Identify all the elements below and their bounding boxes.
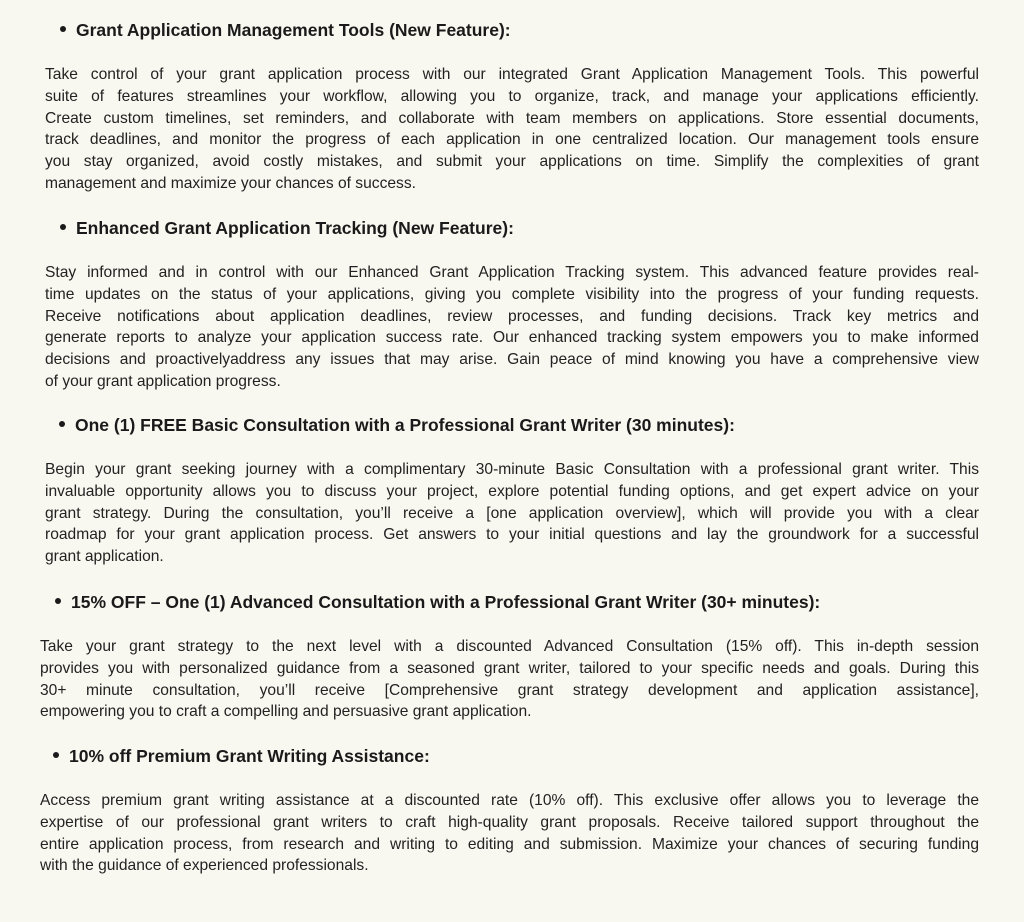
section-paragraph — [45, 64, 979, 195]
bullet-icon — [55, 598, 61, 604]
paragraph-line: suite of features streamlines your workflow, allowing you to organize, track, and manage your applications efficiently. — [45, 87, 979, 105]
paragraph-line: generate reports to analyze your application success rate. Our enhanced tracking system empowers you to make informed — [45, 329, 979, 347]
section-heading-text: Enhanced Grant Application Tracking (New Feature): — [76, 218, 514, 238]
paragraph-line: Create custom timelines, set reminders, and collaborate with team members on applications. Store essential documents, — [45, 109, 979, 127]
paragraph-line: empowering you to craft a compelling and persuasive grant application. — [40, 703, 532, 721]
paragraph-line: Receive notifications about application deadlines, review processes, and funding decisions. Track key metrics and — [45, 307, 979, 325]
bullet-icon — [53, 752, 59, 758]
paragraph-line: management and maximize your chances of success. — [45, 174, 416, 192]
paragraph-line: Take control of your grant application process with our integrated Grant Application Management Tools. This powerful — [45, 66, 979, 83]
section-heading — [53, 744, 430, 768]
section-heading-text: Grant Application Management Tools (New Feature): — [76, 20, 511, 40]
paragraph-line: expertise of our professional grant writers to craft high-quality grant proposals. Receive tailored support throughout the — [40, 813, 979, 831]
section-heading-text: 10% off Premium Grant Writing Assistance: — [69, 746, 430, 766]
paragraph-line: grant application. — [45, 548, 164, 566]
section-heading-text: One (1) FREE Basic Consultation with a Professional Grant Writer (30 minutes): — [75, 415, 735, 435]
bullet-icon — [60, 224, 66, 230]
paragraph-line: you stay organized, avoid costly mistakes, and submit your applications on time. Simplify the complexities of grant — [45, 153, 979, 171]
paragraph-line: with the guidance of experienced professionals. — [40, 857, 369, 875]
paragraph-line: invaluable opportunity allows you to discuss your project, explore potential funding options, and get expert advice on your — [45, 482, 979, 500]
section-heading — [59, 413, 735, 437]
paragraph-line: roadmap for your grant application process. Get answers to your initial questions and lay the groundwork for a successful — [45, 526, 979, 544]
section-paragraph — [45, 459, 979, 568]
section-heading-text: 15% OFF – One (1) Advanced Consultation with a Professional Grant Writer (30+ minutes): — [71, 592, 821, 612]
section-heading — [60, 18, 511, 42]
section-heading — [60, 216, 514, 240]
section-paragraph — [45, 262, 979, 393]
section-paragraph — [40, 636, 979, 723]
paragraph-line: Begin your grant seeking journey with a complimentary 30-minute Basic Consultation with a professional grant writer. This — [45, 461, 979, 478]
paragraph-line: entire application process, from research and writing to editing and submission. Maximize your chances of securing funding — [40, 835, 979, 853]
paragraph-line: track deadlines, and monitor the progress of each application in one centralized location. Our management tools ensure — [45, 131, 979, 149]
section-heading — [55, 590, 820, 614]
paragraph-line: time updates on the status of your applications, giving you complete visibility into the progress of your funding requests. — [45, 285, 979, 303]
paragraph-line: Take your grant strategy to the next level with a discounted Advanced Consultation (15% off). This in-depth session — [40, 638, 979, 655]
paragraph-line: Stay informed and in control with our Enhanced Grant Application Tracking system. This advanced feature provides real- — [45, 264, 979, 281]
paragraph-line: Access premium grant writing assistance at a discounted rate (10% off). This exclusive offer allows you to leverage the — [40, 792, 979, 809]
paragraph-line: decisions and proactivelyaddress any issues that may arise. Gain peace of mind knowing you have a comprehensive view — [45, 351, 979, 369]
section-paragraph — [40, 790, 979, 877]
paragraph-line: of your grant application progress. — [45, 372, 281, 390]
paragraph-line: provides you with personalized guidance from a seasoned grant writer, tailored to your specific needs and goals. During this — [40, 659, 979, 677]
bullet-icon — [60, 26, 66, 32]
paragraph-line: 30+ minute consultation, you’ll receive [Comprehensive grant strategy development and application assistance], — [40, 681, 979, 699]
paragraph-line: grant strategy. During the consultation, you’ll receive a [one application overview], which will provide you with a clear — [45, 504, 979, 522]
bullet-icon — [59, 421, 65, 427]
